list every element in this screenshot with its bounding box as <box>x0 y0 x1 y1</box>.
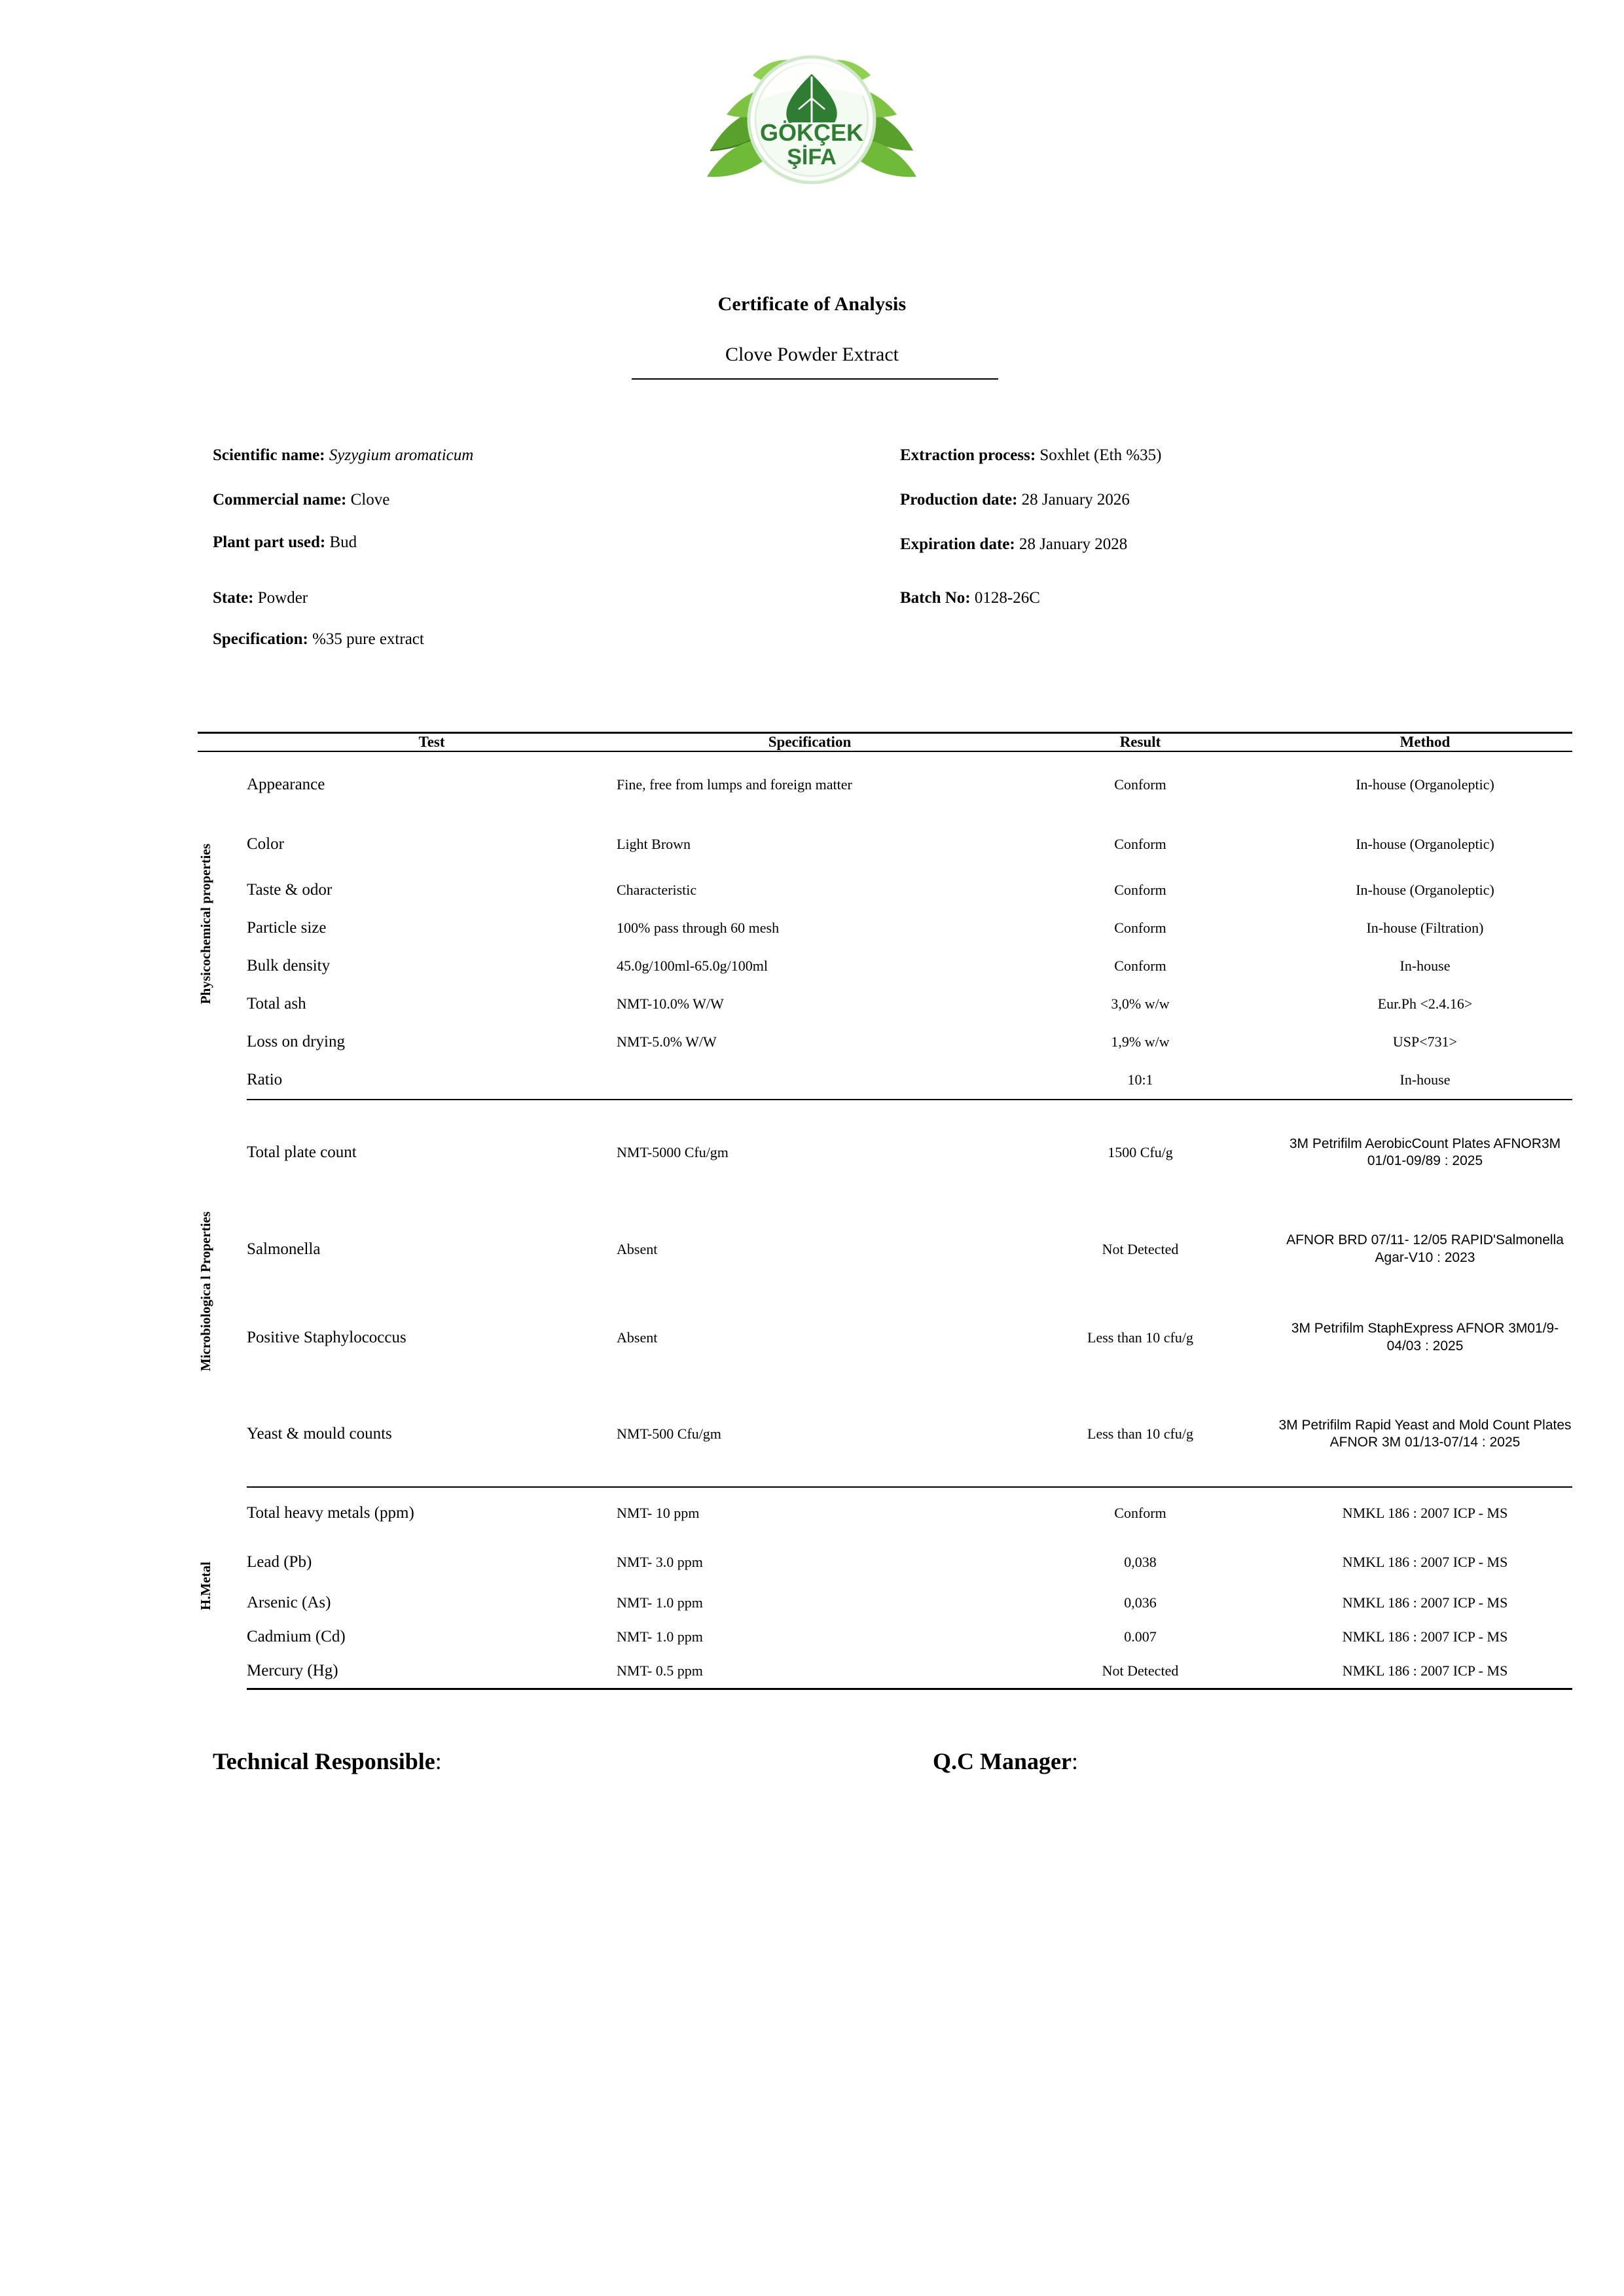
cell-test: Cadmium (Cd) <box>247 1628 346 1645</box>
cell-result: Conform <box>1114 1505 1166 1521</box>
info-value: Powder <box>257 589 308 607</box>
table-row <box>198 1293 1572 1382</box>
info-value: 28 January 2028 <box>1019 535 1128 553</box>
info-state: State: Powder <box>213 589 308 607</box>
page-title: Certificate of Analysis <box>717 293 907 315</box>
cell-test: Mercury (Hg) <box>247 1654 617 1689</box>
cell-method: In-house (Organoleptic) <box>1356 882 1494 898</box>
cell-method: 3M Petrifilm AerobicCount Plates AFNOR3M 01/01-09/89 : 2025 <box>1289 1136 1561 1168</box>
cell-result: Conform <box>1114 958 1166 974</box>
cell-method: In-house <box>1399 958 1451 974</box>
cell-result: 10:1 <box>1003 1061 1278 1100</box>
cell-spec: NMT- 10 ppm <box>617 1505 700 1521</box>
cell-test: Total ash <box>247 995 306 1013</box>
cell-test: Total plate count <box>247 1143 357 1161</box>
info-plant-part: Plant part used: Bud <box>213 533 357 551</box>
cell-test: Arsenic (As) <box>247 1594 331 1611</box>
table-row <box>198 1654 1572 1689</box>
cell-test: Salmonella <box>247 1240 321 1258</box>
cell-test: Loss on drying <box>247 1033 345 1050</box>
cell-spec: NMT-500 Cfu/gm <box>617 1382 1003 1487</box>
cell-spec: 45.0g/100ml-65.0g/100ml <box>617 958 768 974</box>
info-scientific-name: Scientific name: Syzygium aromaticum <box>213 446 474 464</box>
info-value: %35 pure extract <box>312 630 424 648</box>
info-label: State <box>213 589 249 607</box>
table-row <box>198 985 1572 1023</box>
table-row <box>198 909 1572 947</box>
leaf-shield-logo-icon <box>691 36 933 232</box>
group-label-heavy-metal: H.Metal <box>198 1562 213 1611</box>
qc-manager-signature: Q.C Manager: <box>933 1748 1078 1774</box>
title-divider <box>632 378 998 380</box>
cell-method: NMKL 186 : 2007 ICP - MS <box>1278 1654 1572 1689</box>
info-label: Commercial name <box>213 491 342 509</box>
info-value: 0128-26C <box>974 589 1040 607</box>
cell-test: Appearance <box>247 776 325 793</box>
table-row <box>198 751 1572 817</box>
table-row <box>198 1539 1572 1586</box>
group-label-microbiological: Microbiologica l Properties <box>198 1211 213 1372</box>
cell-method: NMKL 186 : 2007 ICP - MS <box>1342 1628 1508 1645</box>
table-row <box>198 1586 1572 1620</box>
info-value: 28 January 2026 <box>1021 491 1130 509</box>
company-logo <box>691 36 933 232</box>
info-value: Syzygium aromaticum <box>329 446 474 464</box>
header-corner <box>198 733 247 752</box>
cell-method: 3M Petrifilm StaphExpress AFNOR 3M01/9-04/03 : 2025 <box>1291 1321 1559 1354</box>
cell-method: In-house <box>1278 1061 1572 1100</box>
cell-test: Positive Staphylococcus <box>247 1328 406 1346</box>
cell-result: 1,9% w/w <box>1111 1033 1170 1050</box>
header-test: Test <box>247 733 617 752</box>
cell-spec: Fine, free from lumps and foreign matter <box>617 776 852 793</box>
cell-spec: 100% pass through 60 mesh <box>617 920 780 936</box>
cell-spec: NMT- 0.5 ppm <box>617 1654 1003 1689</box>
cell-method: In-house (Filtration) <box>1366 920 1484 936</box>
cell-method: NMKL 186 : 2007 ICP - MS <box>1342 1594 1508 1611</box>
table-row <box>198 947 1572 985</box>
cell-result: Conform <box>1114 836 1166 852</box>
logo-brand-line1: GÖKÇEK <box>759 119 864 146</box>
cell-test: Yeast & mould counts <box>247 1382 617 1487</box>
info-label: Extraction process <box>900 446 1030 464</box>
cell-result: 3,0% w/w <box>1111 996 1170 1012</box>
info-label: Specification: <box>213 630 308 648</box>
logo-brand-line2: ŞİFA <box>787 145 837 170</box>
info-label: Production date <box>900 491 1013 509</box>
cell-test: Lead (Pb) <box>247 1553 312 1571</box>
table-row <box>198 1205 1572 1293</box>
cell-result: Less than 10 cfu/g <box>1003 1382 1278 1487</box>
cell-result: Conform <box>1114 776 1166 793</box>
table-row <box>198 817 1572 871</box>
cell-result: Not Detected <box>1102 1240 1179 1257</box>
info-label: Scientific name <box>213 446 320 464</box>
cell-result: Not Detected <box>1003 1654 1278 1689</box>
info-label: Expiration date <box>900 535 1010 553</box>
cell-method: AFNOR BRD 07/11- 12/05 RAPID'Salmonella Agar-V10 : 2023 <box>1286 1232 1564 1265</box>
info-label: Batch No <box>900 589 965 607</box>
cell-test: Color <box>247 835 284 853</box>
cell-result: Conform <box>1114 920 1166 936</box>
cell-spec: NMT- 1.0 ppm <box>617 1628 703 1645</box>
cell-test: Taste & odor <box>247 881 333 899</box>
cell-method: NMKL 186 : 2007 ICP - MS <box>1342 1505 1508 1521</box>
table-row <box>198 1023 1572 1061</box>
cell-method: In-house (Organoleptic) <box>1356 776 1494 793</box>
cell-spec: Absent <box>617 1329 658 1346</box>
info-specification <box>213 630 424 649</box>
info-value: Clove <box>350 491 390 509</box>
table-row <box>198 1487 1572 1539</box>
analysis-table <box>198 732 1572 1690</box>
analysis-table-wrapper <box>198 732 1572 1690</box>
table-row <box>198 1620 1572 1654</box>
header-specification: Specification <box>617 733 1003 752</box>
cell-result: 0.007 <box>1124 1628 1157 1645</box>
cell-spec: NMT- 3.0 ppm <box>617 1554 703 1570</box>
cell-result: 0,036 <box>1124 1594 1157 1611</box>
cell-result: 0,038 <box>1124 1554 1157 1570</box>
cell-spec: Light Brown <box>617 836 691 852</box>
cell-test: Total heavy metals (ppm) <box>247 1504 414 1522</box>
group-label-physicochemical: Physicochemical properties <box>198 843 213 1005</box>
cell-test: Ratio <box>247 1061 617 1100</box>
technical-responsible-label: Technical Responsible <box>213 1748 435 1774</box>
table-row <box>198 1061 1572 1100</box>
info-expiration-date: Expiration date: 28 January 2028 <box>900 535 1128 553</box>
table-row <box>198 1100 1572 1205</box>
table-row <box>198 1382 1572 1487</box>
cell-method: Eur.Ph <2.4.16> <box>1377 996 1473 1012</box>
cell-method: USP<731> <box>1392 1033 1458 1050</box>
cell-spec: NMT-10.0% W/W <box>617 996 724 1012</box>
product-name: Clove Powder Extract <box>725 344 899 365</box>
table-row <box>198 871 1572 909</box>
header-method: Method <box>1278 733 1572 752</box>
info-batch-no: Batch No: 0128-26C <box>900 589 1040 607</box>
cell-method: 3M Petrifilm Rapid Yeast and Mold Count Plates AFNOR 3M 01/13-07/14 : 2025 <box>1278 1382 1572 1487</box>
cell-result: Conform <box>1114 882 1166 898</box>
cell-spec: NMT-5000 Cfu/gm <box>617 1144 729 1160</box>
table-header <box>198 733 1572 752</box>
qc-manager-label: Q.C Manager <box>933 1748 1072 1774</box>
info-extraction-process: Extraction process: Soxhlet (Eth %35) <box>900 446 1162 464</box>
cell-method: NMKL 186 : 2007 ICP - MS <box>1342 1554 1508 1570</box>
header-result: Result <box>1003 733 1278 752</box>
cell-spec: Characteristic <box>617 882 697 898</box>
technical-responsible-signature: Technical Responsible: <box>213 1748 442 1774</box>
info-value: Bud <box>329 533 357 551</box>
cell-spec: NMT-5.0% W/W <box>617 1033 717 1050</box>
info-commercial-name: Commercial name: Clove <box>213 491 390 509</box>
info-value: Soxhlet (Eth %35) <box>1039 446 1162 464</box>
cell-spec: Absent <box>617 1240 658 1257</box>
cell-test: Bulk density <box>247 957 331 975</box>
cell-method: In-house (Organoleptic) <box>1356 836 1494 852</box>
info-label: Plant part used <box>213 533 320 551</box>
table-body <box>198 751 1572 1689</box>
info-production-date: Production date: 28 January 2026 <box>900 491 1130 509</box>
cell-result: 1500 Cfu/g <box>1108 1144 1173 1160</box>
cell-spec: NMT- 1.0 ppm <box>617 1594 703 1611</box>
cell-spec <box>617 1061 1003 1100</box>
cell-test: Particle size <box>247 919 327 937</box>
cell-result: Less than 10 cfu/g <box>1087 1329 1193 1346</box>
